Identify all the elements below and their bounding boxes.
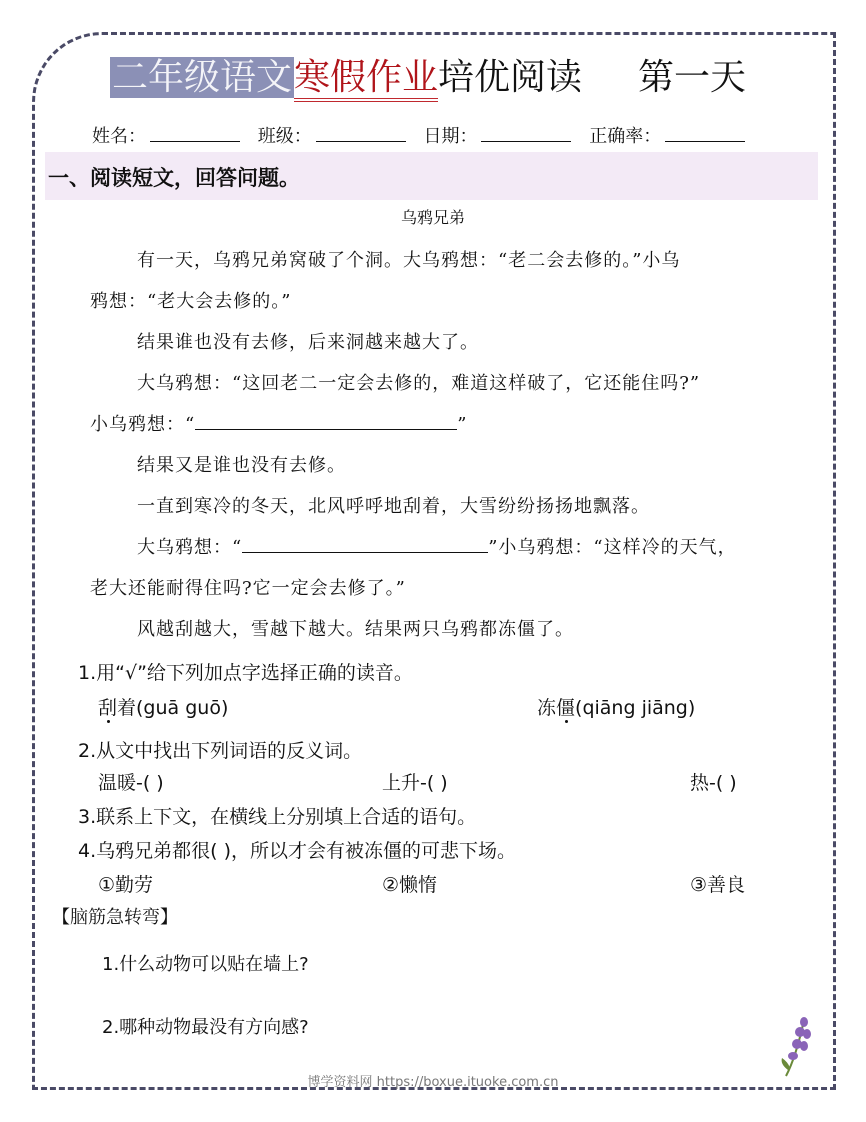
- dotted-char: 刮: [98, 697, 118, 719]
- question-3: 3.联系上下文，在横线上分别填上合适的语句。: [78, 806, 477, 828]
- antonym-3: 热-( ): [690, 772, 737, 794]
- passage-line: 一直到寒冷的冬天，北风呼呼地刮着，大雪纷纷扬扬地飘落。: [137, 496, 650, 517]
- class-label: 班级：: [257, 126, 312, 147]
- question-4: 4.乌鸦兄弟都很( )，所以才会有被冻僵的可悲下场。: [78, 840, 516, 862]
- name-label: 姓名：: [92, 126, 146, 147]
- riddle-header: 【脑筋急转弯】: [52, 907, 178, 928]
- passage-line: 有一天，乌鸦兄弟窝破了个洞。大乌鸦想：“老二会去修的。”小乌: [137, 250, 681, 271]
- date-field[interactable]: [481, 125, 571, 142]
- passage-line: 结果又是谁也没有去修。: [137, 455, 346, 476]
- class-field[interactable]: [316, 125, 406, 142]
- char: 冻: [537, 697, 557, 719]
- antonym-1: 温暖-( ): [98, 772, 164, 794]
- pinyin-options-1: 着(guā guō): [117, 697, 229, 719]
- riddle-2: 2.哪种动物最没有方向感?: [102, 1017, 309, 1038]
- student-info: [92, 122, 757, 148]
- passage-line: 鸦想：“老大会去修的。”: [90, 291, 292, 312]
- question-1: 1.用“√”给下列加点字选择正确的读音。: [78, 662, 413, 684]
- passage-line: 小乌鸦想：“: [90, 414, 196, 435]
- footer-watermark: 博学资料网 https://boxue.ituoke.com.cn: [307, 1075, 559, 1090]
- passage-line: 大乌鸦想：“这回老二一定会去修的，难道这样破了，它还能住吗?”: [137, 373, 701, 394]
- antonym-2: 上升-( ): [382, 772, 448, 794]
- lavender-icon: [778, 1012, 818, 1078]
- option-2[interactable]: ②懒惰: [382, 874, 438, 896]
- option-1[interactable]: ①勤劳: [98, 874, 154, 896]
- passage-line: 风越刮越大，雪越下越大。结果两只乌鸦都冻僵了。: [137, 619, 574, 640]
- passage-title: 乌鸦兄弟: [400, 208, 465, 227]
- riddle-1: 1.什么动物可以贴在墙上?: [102, 954, 309, 975]
- accuracy-label: 正确率：: [589, 126, 662, 147]
- question-2: 2.从文中找出下列词语的反义词。: [78, 740, 363, 762]
- option-3[interactable]: ③善良: [690, 874, 746, 896]
- pinyin-options-2: (qiāng jiāng): [575, 697, 696, 719]
- passage-line: 老大还能耐得住吗?它一定会去修了。”: [90, 578, 406, 599]
- title-grade: 二年级语文: [112, 57, 293, 98]
- answer-blank-2[interactable]: [242, 534, 488, 553]
- passage-line: 结果谁也没有去修，后来洞越来越大了。: [137, 332, 479, 353]
- section-heading: 一、阅读短文，回答问题。: [48, 166, 300, 190]
- title-homework: 寒假作业: [294, 57, 438, 102]
- name-field[interactable]: [150, 125, 240, 142]
- quote-close: ”: [457, 414, 468, 435]
- dotted-char: 僵: [556, 697, 576, 719]
- passage-line: 大乌鸦想：“: [137, 537, 243, 558]
- answer-blank-1[interactable]: [195, 411, 457, 430]
- title-reading: 培优阅读: [438, 57, 583, 98]
- passage-line: ”小乌鸦想：“这样冷的天气，: [488, 537, 737, 558]
- accuracy-field[interactable]: [665, 125, 745, 142]
- title-day: 第一天: [638, 57, 747, 98]
- page-title: [110, 52, 746, 104]
- date-label: 日期：: [423, 126, 478, 147]
